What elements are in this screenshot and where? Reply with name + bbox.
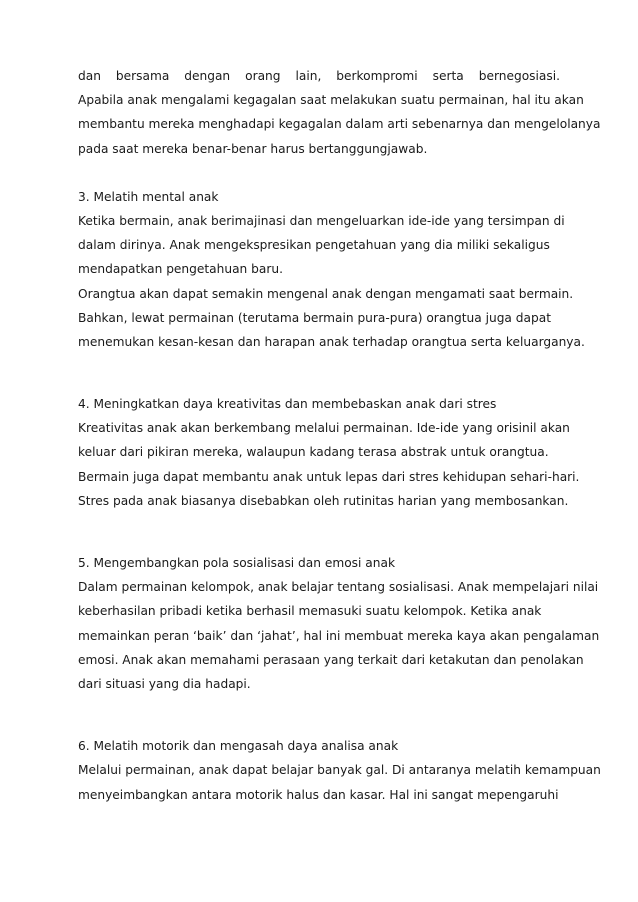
spacer	[78, 161, 560, 185]
section-heading: 3. Melatih mental anak	[78, 189, 219, 204]
spacer	[78, 513, 560, 551]
paragraph-line: memainkan peran ‘baik’ dan ‘jahat’, hal ini membuat mereka kaya akan pengalaman	[78, 628, 600, 643]
paragraph-line: dari situasi yang dia hadapi.	[78, 676, 251, 691]
paragraph-line: keluar dari pikiran mereka, walaupun kadang terasa abstrak untuk orangtua.	[78, 445, 549, 460]
paragraph-line: keberhasilan pribadi ketika berhasil memasuki suatu kelompok. Ketika anak	[78, 604, 542, 619]
section-3	[78, 185, 585, 354]
paragraph-line: Apabila anak mengalami kegagalan saat melakukan suatu permainan, hal itu akan	[78, 93, 584, 108]
section-heading: 4. Meningkatkan daya kreativitas dan membebaskan anak dari stres	[78, 397, 497, 412]
paragraph-line: pada saat mereka benar-benar harus bertanggungjawab.	[78, 141, 428, 156]
section-4	[78, 392, 580, 513]
paragraph-line: menyeimbangkan antara motorik halus dan kasar. Hal ini sangat mepengaruhi	[78, 787, 559, 802]
paragraph-line: Orangtua akan dapat semakin mengenal anak dengan mengamati saat bermain.	[78, 286, 574, 301]
spacer	[78, 696, 560, 734]
paragraph-line: mendapatkan pengetahuan baru.	[78, 262, 283, 277]
paragraph-line: Bermain juga dapat membantu anak untuk lepas dari stres kehidupan sehari-hari.	[78, 469, 580, 484]
paragraph-line: Bahkan, lewat permainan (terutama bermain pura-pura) orangtua juga dapat	[78, 310, 551, 325]
intro-paragraph	[78, 64, 601, 161]
paragraph-line: membantu mereka menghadapi kegagalan dalam arti sebenarnya dan mengelolanya	[78, 117, 601, 132]
section-6	[78, 734, 601, 807]
paragraph-line: Stres pada anak biasanya disebabkan oleh rutinitas harian yang membosankan.	[78, 493, 569, 508]
paragraph-line: emosi. Anak akan memahami perasaan yang terkait dari ketakutan dan penolakan	[78, 652, 584, 667]
spacer	[78, 354, 560, 392]
paragraph-line: Melalui permainan, anak dapat belajar banyak gal. Di antaranya melatih kemampuan	[78, 763, 601, 778]
section-5	[78, 551, 600, 696]
paragraph-line: Ketika bermain, anak berimajinasi dan mengeluarkan ide-ide yang tersimpan di	[78, 213, 565, 228]
paragraph-line: menemukan kesan-kesan dan harapan anak terhadap orangtua serta keluarganya.	[78, 334, 585, 349]
paragraph-line: dalam dirinya. Anak mengekspresikan pengetahuan yang dia miliki sekaligus	[78, 238, 550, 253]
document-page	[78, 64, 601, 807]
section-heading: 6. Melatih motorik dan mengasah daya analisa anak	[78, 739, 399, 754]
paragraph-line: Kreativitas anak akan berkembang melalui permainan. Ide-ide yang orisinil akan	[78, 421, 570, 436]
paragraph-line: dan bersama dengan orang lain, berkompromi serta bernegosiasi.	[78, 69, 560, 83]
paragraph-line: Dalam permainan kelompok, anak belajar tentang sosialisasi. Anak mempelajari nilai	[78, 580, 599, 595]
section-heading: 5. Mengembangkan pola sosialisasi dan emosi anak	[78, 556, 396, 570]
